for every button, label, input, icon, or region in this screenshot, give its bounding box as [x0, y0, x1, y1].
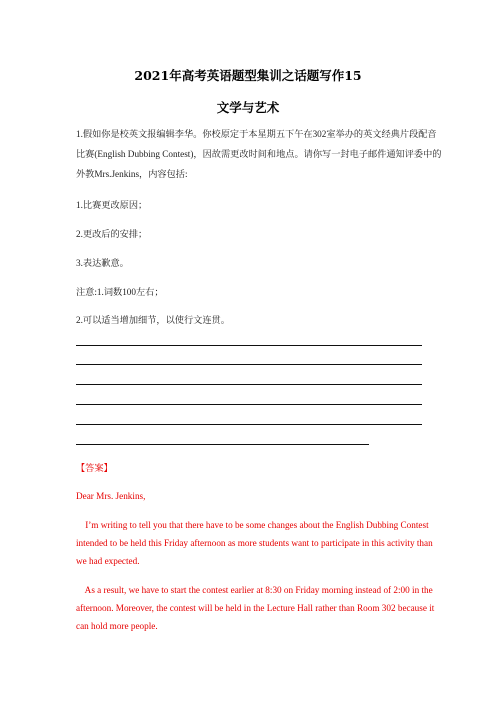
page-title: 2021年高考英语题型集训之话题写作15: [134, 68, 362, 83]
answer-tag: 【答案】: [76, 463, 113, 473]
writing-line: [76, 404, 422, 405]
answer-line: intended to be held this Friday afternoon as more students want to participate in this activity than: [76, 538, 433, 548]
answer-line: As a result, we have to start the contest earlier at 8:30 on Friday morning instead of 2:00 in the: [76, 585, 433, 595]
point-item: 3.表达歉意。: [76, 258, 129, 268]
answer-line: can hold more people.: [76, 621, 158, 631]
prompt-line: 1.假如你是校英文报编辑李华。你校原定于本星期五下午在302室举办的英文经典片段配音: [76, 129, 437, 139]
note-line: 2.可以适当增加细节，以使行文连贯。: [76, 315, 230, 325]
writing-line: [76, 444, 369, 445]
writing-line: [76, 364, 422, 365]
writing-line: [76, 384, 422, 385]
answer-line: Dear Mrs. Jenkins,: [76, 491, 146, 501]
prompt-line: 比赛(English Dubbing Contest)，因故需更改时间和地点。请你写一封电子邮件通知评委中的: [76, 149, 442, 159]
answer-line: we had expected.: [76, 556, 140, 566]
point-item: 1.比赛更改原因；: [76, 200, 148, 210]
page-subtitle: 文学与艺术: [216, 100, 280, 115]
prompt-line: 外教Mrs.Jenkins，内容包括:: [76, 169, 188, 179]
answer-line: afternoon. Moreover, the contest will be held in the Lecture Hall rather than Room 302 because it: [76, 603, 435, 613]
note-line: 注意:1.词数100左右；: [76, 287, 164, 297]
writing-line: [76, 345, 422, 346]
answer-line: I’m writing to tell you that there have to be some changes about the English Dubbing Contest: [76, 520, 429, 530]
writing-line: [76, 424, 422, 425]
point-item: 2.更改后的安排；: [76, 229, 148, 239]
